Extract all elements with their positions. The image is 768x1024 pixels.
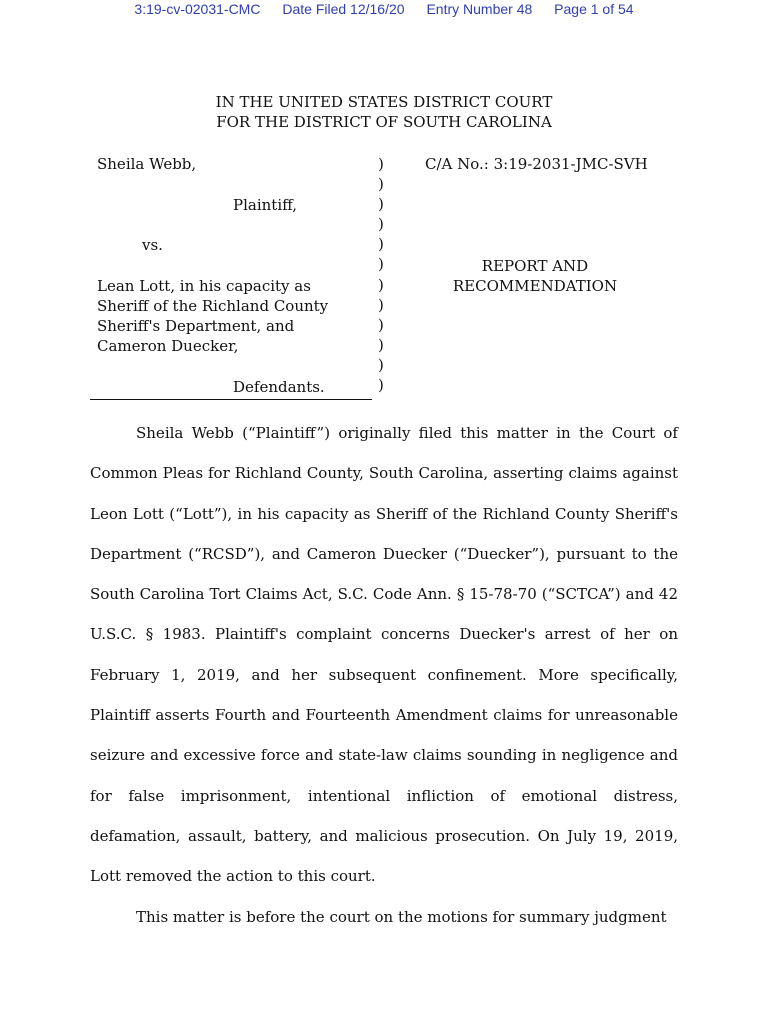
- defendant-line: Sheriff of the Richland County: [97, 297, 329, 315]
- document-title-line-2: RECOMMENDATION: [452, 277, 618, 295]
- versus-label: vs.: [142, 236, 163, 254]
- document-header-stamp: [0, 0, 768, 19]
- court-heading-line-1: IN THE UNITED STATES DISTRICT COURT: [215, 93, 553, 111]
- body-paragraph-2: This matter is before the court on the motions for summary judgment: [136, 908, 667, 926]
- defendant-line: Cameron Duecker,: [97, 337, 239, 355]
- defendant-line: Sheriff's Department, and: [97, 317, 295, 335]
- caption-parentheses: ) ) ) ) ) ) ) ) ) ) ) ): [378, 155, 384, 395]
- defendants-role: Defendants.: [233, 378, 325, 396]
- date-filed-stamp: Date Filed 12/16/20: [282, 1, 405, 17]
- caption-divider: [90, 399, 372, 400]
- entry-number-stamp: Entry Number 48: [426, 1, 533, 17]
- plaintiff-name: Sheila Webb,: [97, 155, 197, 173]
- document-title: [440, 256, 630, 296]
- page-number-stamp: Page 1 of 54: [554, 1, 634, 17]
- defendant-names: [97, 276, 328, 356]
- case-number: C/A No.: 3:19-2031-JMC-SVH: [425, 155, 648, 173]
- document-title-line-1: REPORT AND: [481, 257, 589, 275]
- body-paragraph-1: Sheila Webb (“Plaintiff”) originally filed this matter in the Court of Common Pleas for Richland County, South Carolina, asserting claims against Leon Lott (“Lott”), in his capacity as Sheriff of the Richland County Sheriff's Department (“RCSD”), and Cameron Duecker (“Duecker”), pursuant to the South Carolina Tort Claims Act, S.C. Code Ann. § 15-78-70 (“SCTCA”) and 42 U.S.C. § 1983. Plaintiff's complaint concerns Duecker's arrest of her on February 1, 2019, and her subsequent confinement. More specifically, Plaintiff asserts Fourth and Fourteenth Amendment claims for unreasonable seizure and excessive force and state-law claims sounding in negligence and for false imprisonment, intentional infliction of emotional distress, defamation, assault, battery, and malicious prosecution. On July 19, 2019, Lott removed the action to this court.: [90, 424, 678, 886]
- plaintiff-role: Plaintiff,: [233, 196, 298, 214]
- court-heading-line-2: FOR THE DISTRICT OF SOUTH CAROLINA: [216, 113, 552, 131]
- case-number-stamp: 3:19-cv-02031-CMC: [134, 1, 261, 17]
- defendant-line: Lean Lott, in his capacity as: [97, 277, 311, 295]
- court-heading: [0, 92, 768, 132]
